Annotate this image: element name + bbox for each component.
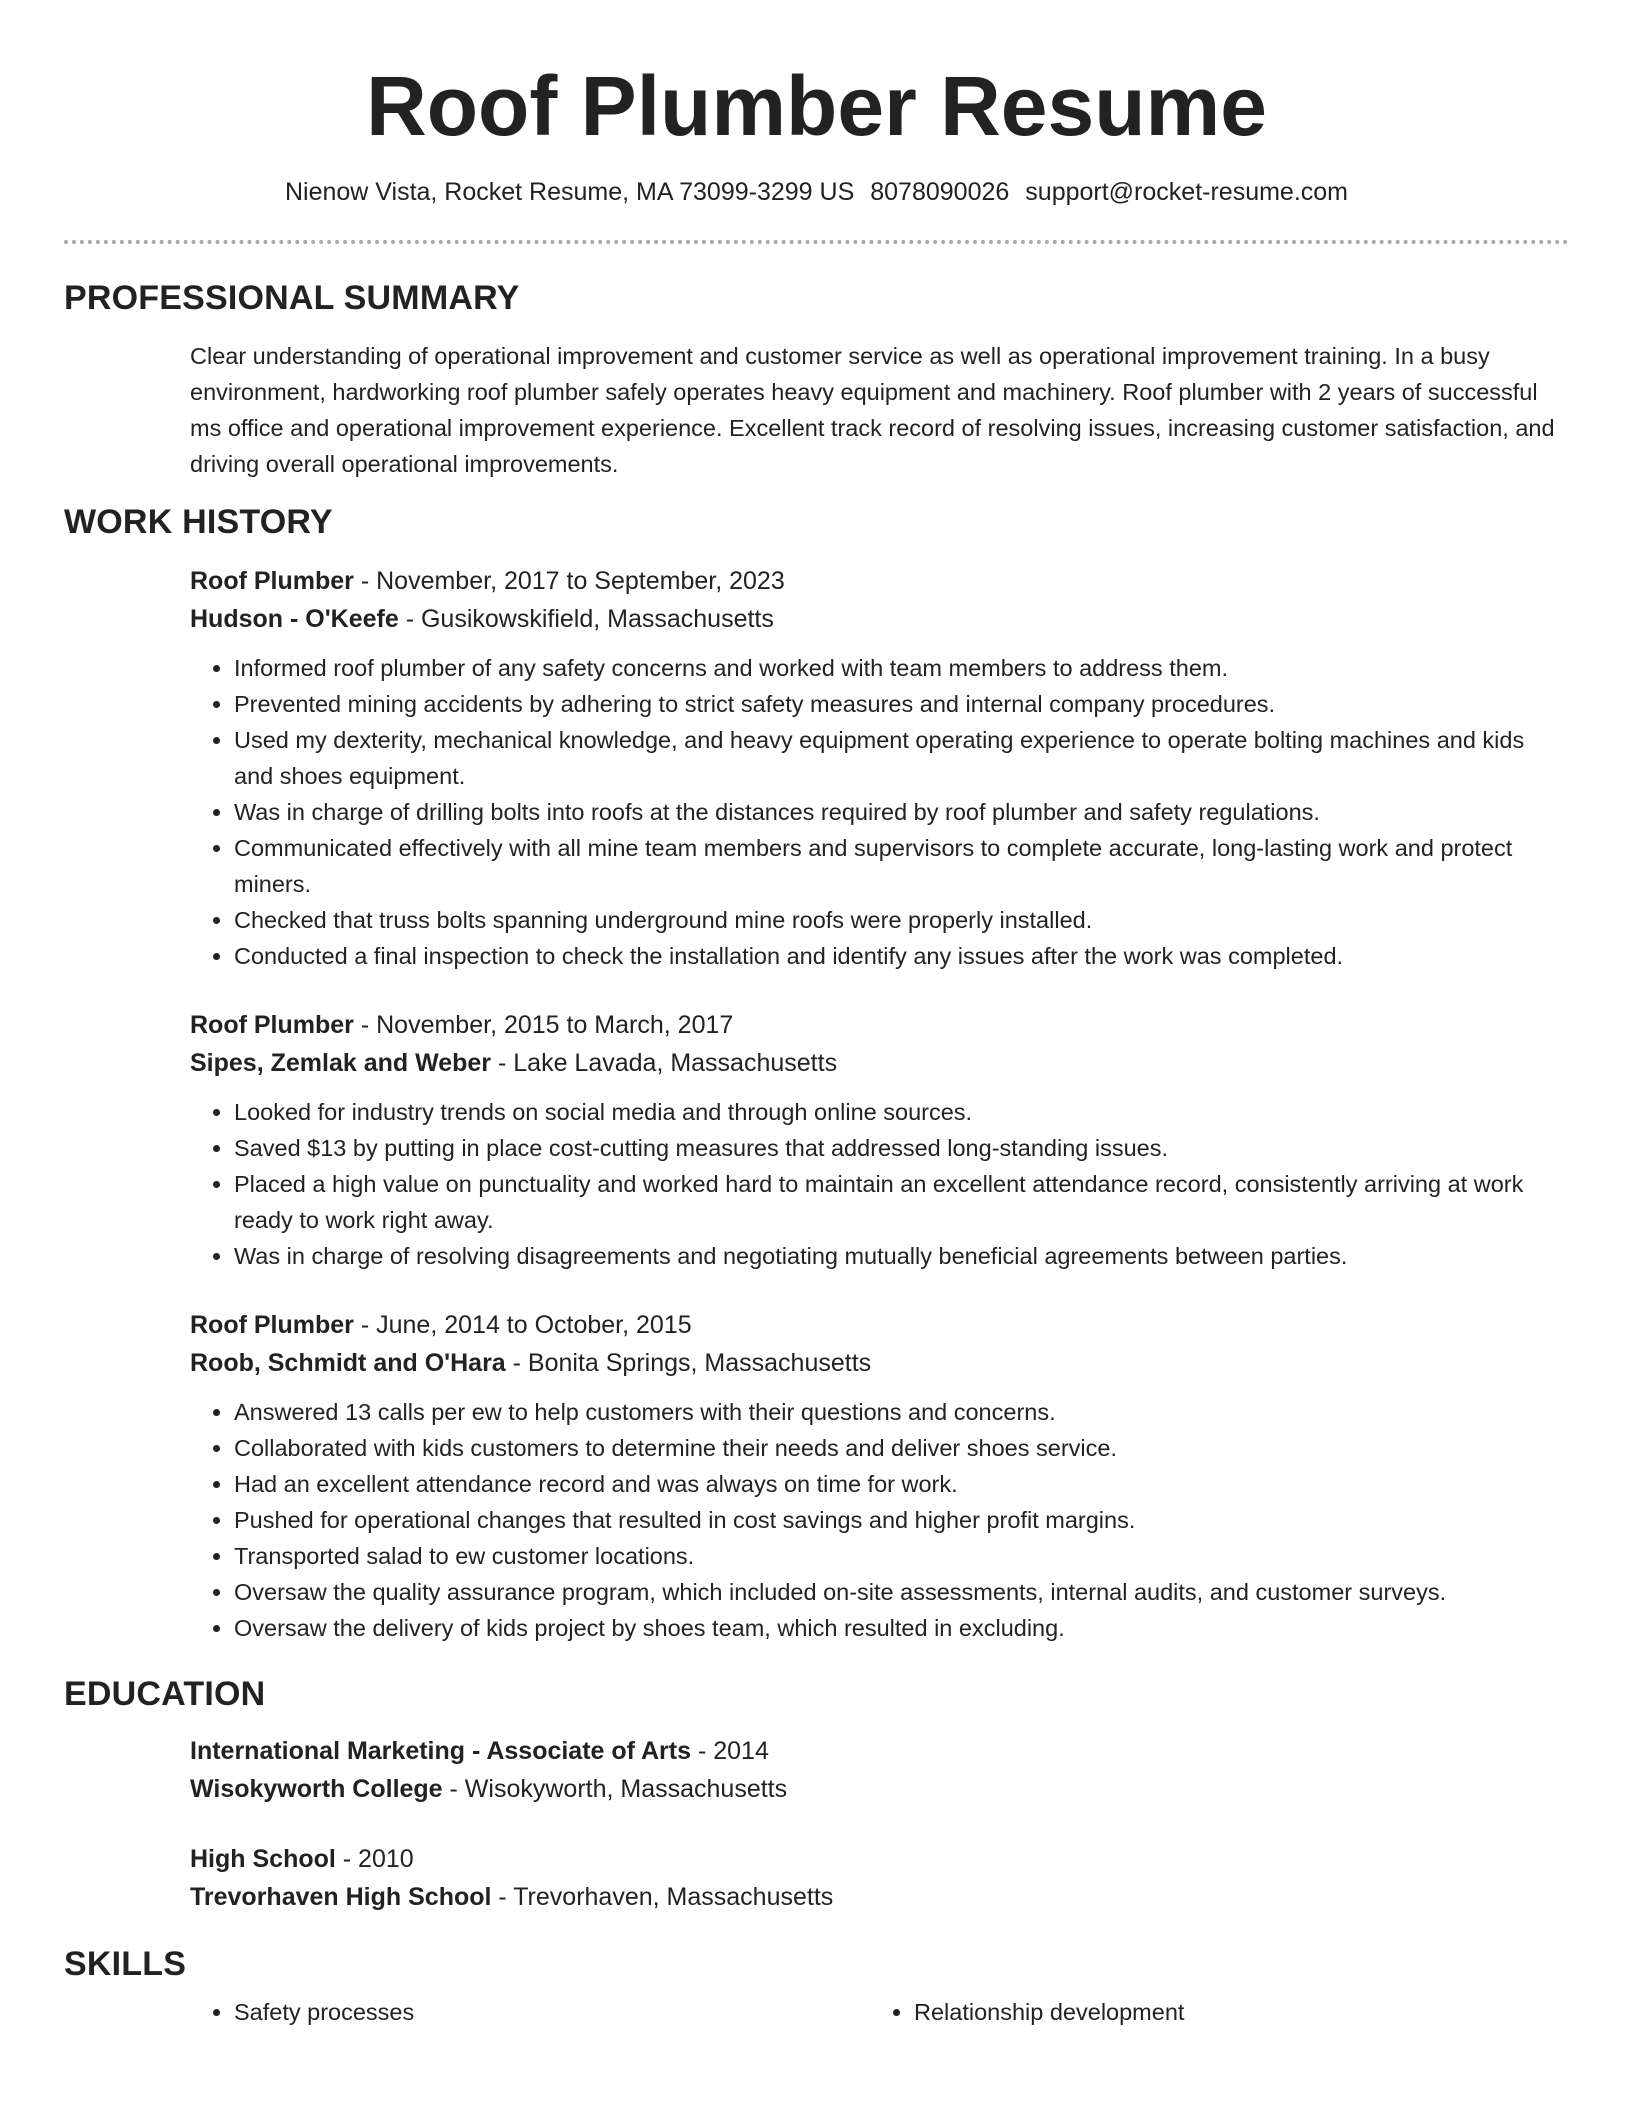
job-dates: - November, 2017 to September, 2023 bbox=[353, 567, 785, 595]
job-bullet: • Transported salad to ew customer locations. bbox=[234, 1538, 1569, 1574]
contact-phone: 8078090026 bbox=[870, 178, 1010, 206]
education-location: - Wisokyworth, Massachusetts bbox=[442, 1775, 788, 1803]
job-entry bbox=[190, 1306, 1569, 1646]
job-bullet: • Informed roof plumber of any safety concerns and worked with team members to address them. bbox=[234, 650, 1569, 686]
skill-item: • Safety processes bbox=[234, 1994, 870, 2030]
skills-column-right bbox=[870, 1994, 1550, 2030]
job-location: - Bonita Springs, Massachusetts bbox=[505, 1349, 872, 1377]
job-bullet: • Saved $13 by putting in place cost-cutting measures that addressed long-standing issues. bbox=[234, 1130, 1569, 1166]
contact-address: Nienow Vista, Rocket Resume, MA 73099-3299 US bbox=[284, 178, 855, 206]
education-school: Trevorhaven High School bbox=[190, 1883, 492, 1911]
job-bullet: • Communicated effectively with all mine team members and supervisors to complete accurate, long-lasting work and protect miners. bbox=[234, 830, 1569, 902]
education-entry bbox=[190, 1840, 1569, 1916]
job-bullet: • Prevented mining accidents by adhering to strict safety measures and internal company procedures. bbox=[234, 686, 1569, 722]
job-bullet: • Checked that truss bolts spanning underground mine roofs were properly installed. bbox=[234, 902, 1569, 938]
education-school-line bbox=[190, 1878, 1569, 1916]
job-bullets bbox=[190, 1094, 1569, 1274]
work-history-heading: WORK HISTORY bbox=[64, 503, 333, 541]
job-bullet: • Was in charge of resolving disagreements and negotiating mutually beneficial agreements between parties. bbox=[234, 1238, 1569, 1274]
job-company-line bbox=[190, 600, 1569, 638]
job-bullet: • Collaborated with kids customers to determine their needs and deliver shoes service. bbox=[234, 1430, 1569, 1466]
job-company: Sipes, Zemlak and Weber bbox=[190, 1049, 492, 1077]
job-bullet: • Pushed for operational changes that resulted in cost savings and higher profit margins. bbox=[234, 1502, 1569, 1538]
skills-list bbox=[190, 1994, 1569, 2030]
summary-section bbox=[190, 338, 1569, 482]
education-school: Wisokyworth College bbox=[190, 1775, 443, 1803]
education-degree: International Marketing - Associate of Arts bbox=[190, 1737, 692, 1765]
job-bullet: • Conducted a final inspection to check the installation and identify any issues after the work was completed. bbox=[234, 938, 1569, 974]
job-dates: - June, 2014 to October, 2015 bbox=[353, 1311, 692, 1339]
header-divider bbox=[64, 240, 1569, 244]
job-bullet: • Oversaw the delivery of kids project by shoes team, which resulted in excluding. bbox=[234, 1610, 1569, 1646]
education-year: - 2014 bbox=[691, 1737, 769, 1765]
skills-heading: SKILLS bbox=[64, 1945, 187, 1983]
job-entry bbox=[190, 1006, 1569, 1274]
skill-item: • Relationship development bbox=[914, 1994, 1550, 2030]
job-company: Roob, Schmidt and O'Hara bbox=[190, 1349, 506, 1377]
job-title-line bbox=[190, 1006, 1569, 1044]
job-bullets bbox=[190, 650, 1569, 974]
job-company-line bbox=[190, 1044, 1569, 1082]
job-location: - Gusikowskifield, Massachusetts bbox=[398, 605, 774, 633]
job-title-line bbox=[190, 1306, 1569, 1344]
education-heading: EDUCATION bbox=[64, 1675, 266, 1713]
job-company: Hudson - O'Keefe bbox=[190, 605, 399, 633]
education-location: - Trevorhaven, Massachusetts bbox=[491, 1883, 834, 1911]
job-bullet: • Oversaw the quality assurance program, which included on-site assessments, internal audits, and customer surveys. bbox=[234, 1574, 1569, 1610]
education-entry bbox=[190, 1732, 1569, 1808]
skills-column-left bbox=[190, 1994, 870, 2030]
education-degree-line bbox=[190, 1732, 1569, 1770]
contact-line bbox=[64, 176, 1569, 208]
contact-email: support@rocket-resume.com bbox=[1025, 178, 1349, 206]
job-dates: - November, 2015 to March, 2017 bbox=[353, 1011, 734, 1039]
job-entry bbox=[190, 562, 1569, 974]
job-title-line bbox=[190, 562, 1569, 600]
job-bullet: • Was in charge of drilling bolts into roofs at the distances required by roof plumber and safety regulations. bbox=[234, 794, 1569, 830]
job-bullets bbox=[190, 1394, 1569, 1646]
job-role: Roof Plumber bbox=[190, 1011, 354, 1039]
job-bullet: • Had an excellent attendance record and was always on time for work. bbox=[234, 1466, 1569, 1502]
education-school-line bbox=[190, 1770, 1569, 1808]
job-bullet: • Answered 13 calls per ew to help customers with their questions and concerns. bbox=[234, 1394, 1569, 1430]
education-degree-line bbox=[190, 1840, 1569, 1878]
summary-text: Clear understanding of operational improvement and customer service as well as operational improvement training. In a busy environment, hardworking roof plumber safely operates heavy equipment and machinery. Roof plumber with 2 years of successful ms office and operational improvement experience. Excellent track record of resolving issues, increasing customer satisfaction, and driving overall operational improvements. bbox=[190, 343, 1555, 477]
job-location: - Lake Lavada, Massachusetts bbox=[491, 1049, 838, 1077]
job-bullet: • Used my dexterity, mechanical knowledge, and heavy equipment operating experience to operate bolting machines and kids and shoes equipment. bbox=[234, 722, 1569, 794]
job-bullet: • Placed a high value on punctuality and worked hard to maintain an excellent attendance record, consistently arriving at work ready to work right away. bbox=[234, 1166, 1569, 1238]
education-year: - 2010 bbox=[335, 1845, 414, 1873]
job-role: Roof Plumber bbox=[190, 567, 354, 595]
resume-title: Roof Plumber Resume bbox=[366, 59, 1267, 153]
job-company-line bbox=[190, 1344, 1569, 1382]
education-degree: High School bbox=[190, 1845, 336, 1873]
summary-heading: PROFESSIONAL SUMMARY bbox=[64, 279, 520, 317]
job-bullet: • Looked for industry trends on social media and through online sources. bbox=[234, 1094, 1569, 1130]
job-role: Roof Plumber bbox=[190, 1311, 354, 1339]
